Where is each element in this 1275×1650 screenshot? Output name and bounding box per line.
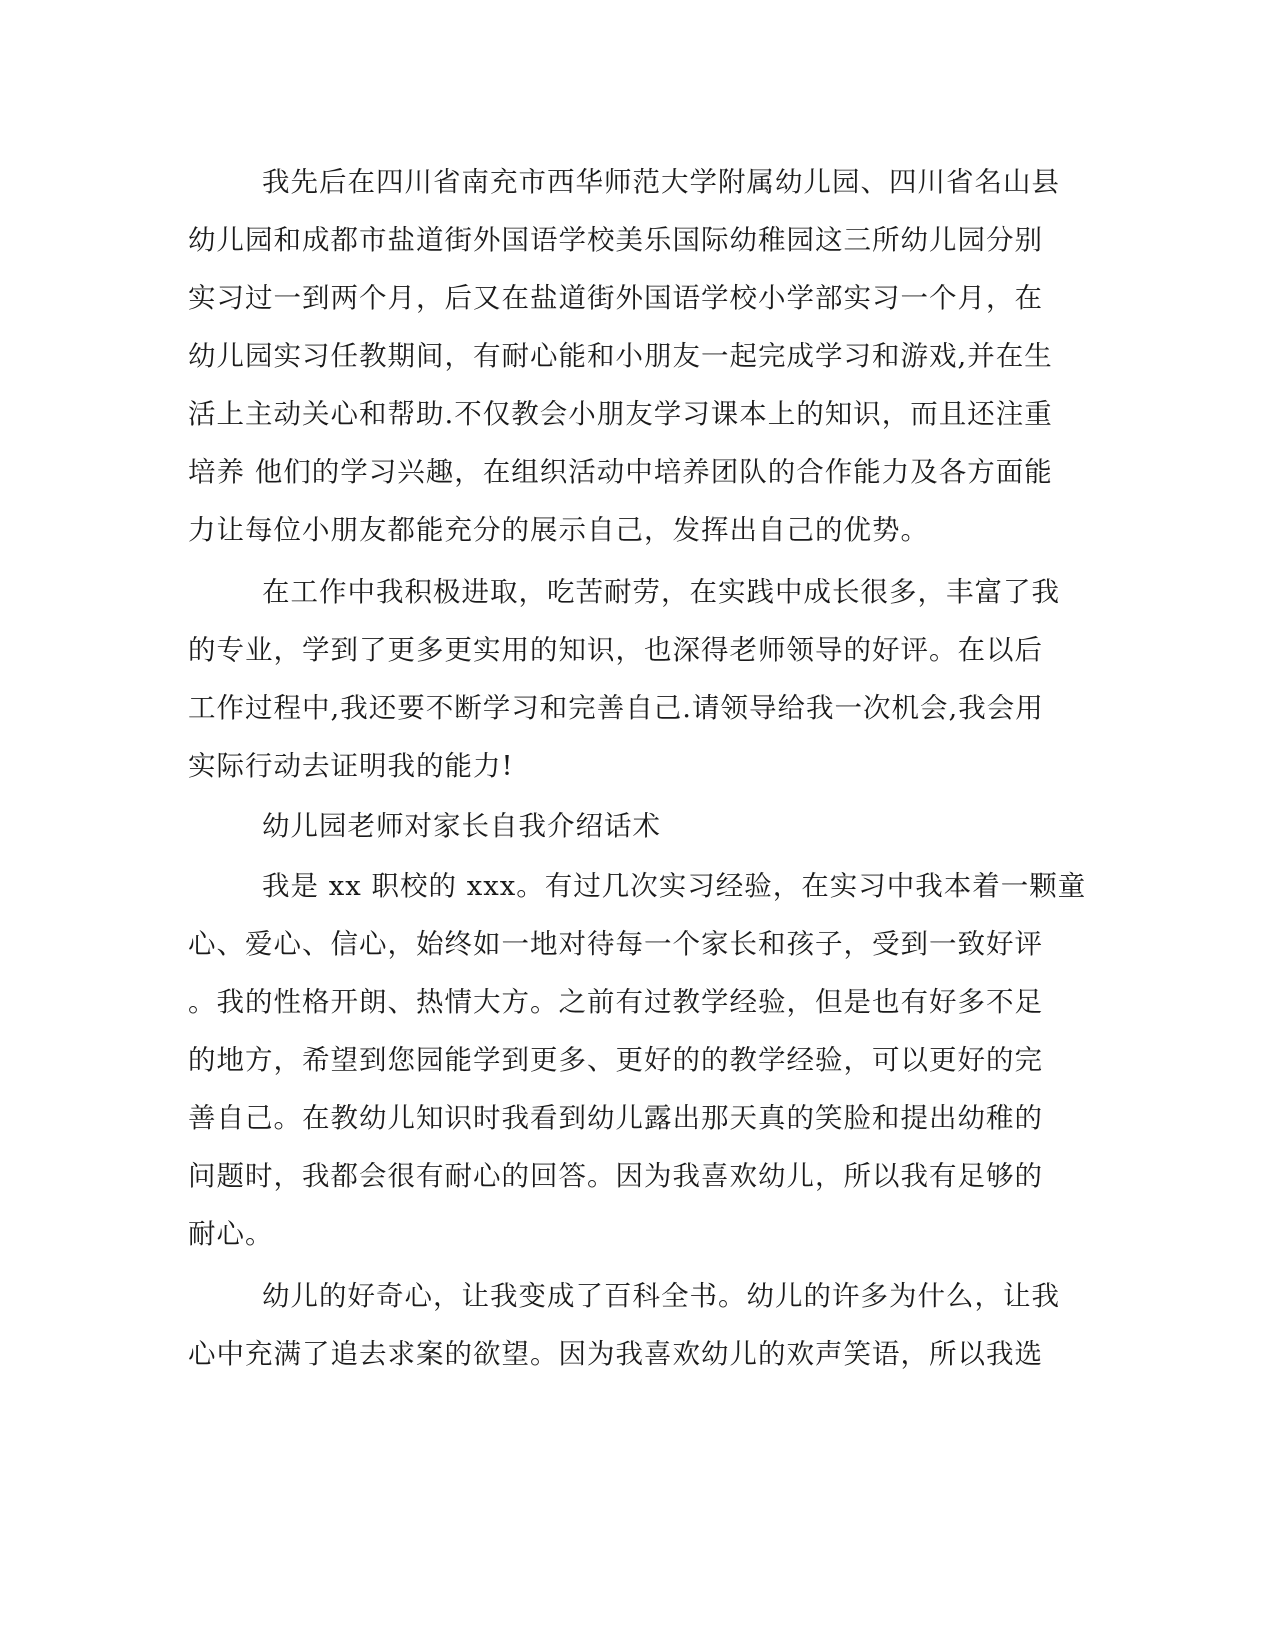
text-line: 力让每位小朋友都能充分的展示自己，发挥出自己的优势。 (188, 514, 929, 546)
text-line: 心中充满了追去求案的欲望。因为我喜欢幼儿的欢声笑语，所以我选 (188, 1338, 1043, 1370)
text-line: 问题时，我都会很有耐心的回答。因为我喜欢幼儿，所以我有足够的 (188, 1160, 1043, 1192)
text-line: 善自己。在教幼儿知识时我看到幼儿露出那天真的笑脸和提出幼稚的 (188, 1102, 1043, 1134)
text-line: 工作过程中,我还要不断学习和完善自己.请领导给我一次机会,我会用 (188, 692, 1044, 724)
text-line: 幼儿的好奇心，让我变成了百科全书。幼儿的许多为什么，让我 (262, 1280, 1060, 1312)
text-line: 活上主动关心和帮助.不仅教会小朋友学习课本上的知识，而且还注重 (188, 398, 1053, 430)
text-line: 我是 xx 职校的 xxx。有过几次实习经验，在实习中我本着一颗童 (262, 870, 1087, 902)
text-line: 的地方，希望到您园能学到更多、更好的的教学经验，可以更好的完 (188, 1044, 1043, 1076)
text-line: 的专业，学到了更多更实用的知识，也深得老师领导的好评。在以后 (188, 634, 1043, 666)
text-line: 培养 他们的学习兴趣，在组织活动中培养团队的合作能力及各方面能 (188, 456, 1053, 488)
section-heading: 幼儿园老师对家长自我介绍话术 (262, 810, 661, 842)
text-line: 实际行动去证明我的能力! (188, 750, 514, 782)
text-line: 幼儿园实习任教期间，有耐心能和小朋友一起完成学习和游戏,并在生 (188, 340, 1053, 372)
text-line: 幼儿园和成都市盐道街外国语学校美乐国际幼稚园这三所幼儿园分别 (188, 224, 1043, 256)
text-line: 耐心。 (188, 1218, 274, 1250)
text-line: 实习过一到两个月，后又在盐道街外国语学校小学部实习一个月，在 (188, 282, 1043, 314)
text-line: 。我的性格开朗、热情大方。之前有过教学经验，但是也有好多不足 (188, 986, 1043, 1018)
text-line: 我先后在四川省南充市西华师范大学附属幼儿园、四川省名山县 (262, 166, 1060, 198)
text-line: 心、爱心、信心，始终如一地对待每一个家长和孩子，受到一致好评 (188, 928, 1043, 960)
text-line: 在工作中我积极进取，吃苦耐劳，在实践中成长很多，丰富了我 (262, 576, 1060, 608)
